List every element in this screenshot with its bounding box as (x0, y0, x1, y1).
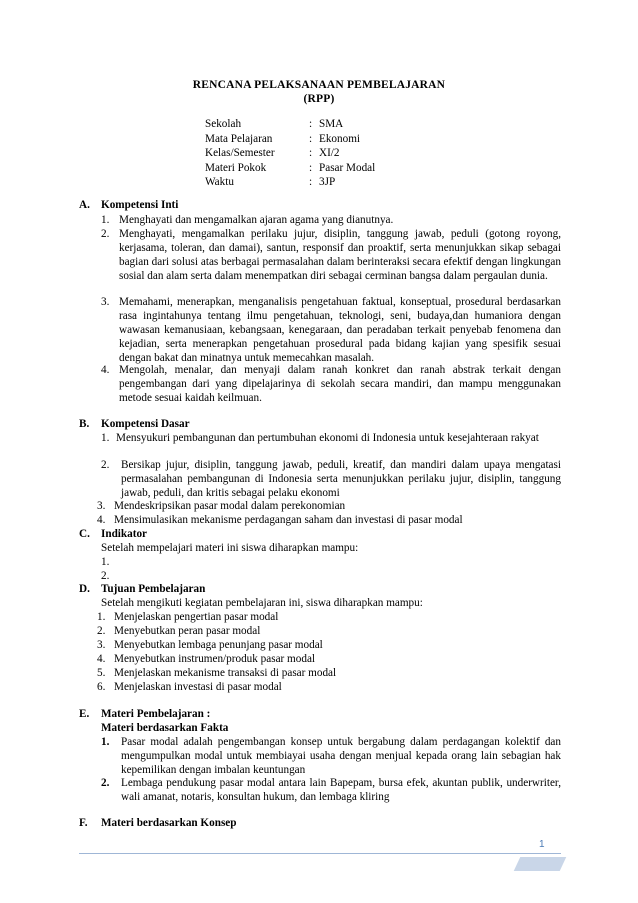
footer-divider (79, 853, 561, 854)
list-number: 2. (101, 228, 110, 240)
info-colon: : (309, 161, 313, 174)
list-item: Bersikap jujur, disiplin, tanggung jawab, peduli, kreatif, dan mandiri dalam upaya mengatasi permasalahan pembangunan di Indonesia serta menunjukkan perilaku jujur, disiplin, tanggung jawab, peduli, dan kritis sebagai pelaku ekonomi (121, 459, 561, 499)
list-number: 4. (97, 653, 106, 665)
list-item: Menjelaskan mekanisme transaksi di pasar modal (114, 667, 337, 679)
list-number: 4. (97, 514, 106, 526)
info-key: Sekolah (205, 118, 242, 130)
info-colon: : (309, 132, 313, 145)
info-row-sekolah (205, 117, 375, 132)
list-number: 1. (101, 736, 110, 748)
list-number: 2. (101, 777, 110, 789)
section-title: Tujuan Pembelajaran (101, 583, 206, 595)
document-title: RENCANA PELAKSANAAN PEMBELAJARAN (192, 79, 446, 91)
list-number: 2. (101, 459, 110, 471)
page-number: 1 (539, 839, 545, 850)
section-intro: Setelah mempelajari materi ini siswa diharapkan mampu: (101, 542, 359, 554)
document-subtitle: (RPP) (303, 93, 335, 105)
info-value: 3JP (319, 176, 336, 189)
list-number: 3. (101, 296, 110, 308)
info-colon: : (309, 118, 313, 130)
list-item: Memahami, menerapkan, menganalisis pengetahuan faktual, konseptual, prosedural berdasarkan rasa ingintahunya tentang ilmu pengetahuan, teknologi, seni, budaya,dan humaniora dengan wawasan kemanusiaan, kebangsaan, kenegaraan, dan peradaban terkait penyebab fenomena dan kejadian, serta menerapkan pengetahuan prosedural pada bidang kajian yang spesifik sesuai dengan bakat dan minatnya untuk memecahkan masalah. (119, 296, 561, 364)
info-key: Kelas/Semester (205, 147, 275, 160)
info-colon: : (309, 176, 313, 189)
section-letter: F. (79, 817, 88, 829)
info-value: SMA (319, 118, 344, 130)
list-item: Mensimulasikan mekanisme perdagangan saham dan investasi di pasar modal (114, 514, 463, 526)
list-number: 2. (101, 570, 110, 582)
section-subtitle: Materi berdasarkan Fakta (101, 722, 229, 734)
list-number: 1. (97, 611, 106, 623)
info-key: Mata Pelajaran (205, 132, 273, 145)
info-row-waktu (205, 175, 375, 190)
list-number: 3. (97, 639, 106, 651)
list-number: 1. (101, 214, 110, 226)
info-row-mapel (205, 132, 375, 147)
info-row-materi (205, 161, 375, 176)
info-value: Ekonomi (319, 132, 361, 145)
section-c-heading (79, 527, 147, 541)
info-colon: : (309, 147, 313, 160)
list-item: Menyebutkan instrumen/produk pasar modal (114, 653, 316, 665)
list-item: Mensyukuri pembangunan dan pertumbuhan ekonomi di Indonesia untuk kesejahteraan rakyat (116, 432, 539, 444)
list-item: Lembaga pendukung pasar modal antara lain Bapepam, bursa efek, akuntan publik, underwriter, wali amanat, notaris, konsultan hukum, dan lembaga kliring (121, 777, 561, 803)
list-number: 6. (97, 681, 106, 693)
info-key: Materi Pokok (205, 161, 267, 174)
list-number: 1. (101, 556, 110, 568)
list-item: Menyebutkan peran pasar modal (114, 625, 261, 637)
info-row-kelas (205, 146, 375, 161)
list-item: Menghayati dan mengamalkan ajaran agama yang dianutnya. (119, 214, 394, 226)
section-title: Materi Pembelajaran : (101, 708, 211, 720)
info-value: Pasar Modal (319, 161, 376, 174)
section-letter: D. (79, 583, 90, 595)
section-letter: E. (79, 708, 90, 720)
footer-decoration (514, 857, 567, 871)
section-letter: C. (79, 528, 90, 540)
identity-table (205, 117, 375, 190)
list-number: 4. (101, 364, 110, 376)
section-e-heading (79, 707, 210, 721)
list-number: 1. (101, 432, 110, 444)
list-number: 5. (97, 667, 106, 679)
info-key: Waktu (205, 176, 234, 189)
section-letter: B. (79, 418, 90, 430)
list-item: Pasar modal adalah pengembangan konsep untuk bergabung dalam perdagangan kolektif dan mengumpulkan modal untuk membiayai usaha dengan menjual kepada orang lain sebagian hak kepemilikan dengan imbalan keuntungan (121, 736, 561, 776)
section-a-heading (79, 198, 178, 212)
section-title: Kompetensi Dasar (101, 418, 190, 430)
section-intro: Setelah mengikuti kegiatan pembelajaran ini, siswa diharapkan mampu: (101, 597, 423, 609)
section-f-heading (79, 816, 237, 830)
list-item: Mengolah, menalar, dan menyaji dalam ranah konkret dan ranah abstrak terkait dengan pengembangan dari yang dipelajarinya di sekolah secara mandiri, dan mampu menggunakan metode sesuai kaidah keilmuan. (119, 364, 561, 404)
section-title: Kompetensi Inti (101, 199, 179, 211)
section-title: Materi berdasarkan Konsep (101, 817, 237, 829)
list-item: Menyebutkan lembaga penunjang pasar modal (114, 639, 323, 651)
info-value: XI/2 (319, 147, 340, 160)
section-title: Indikator (101, 528, 148, 540)
section-letter: A. (79, 199, 90, 211)
list-item: Menjelaskan pengertian pasar modal (114, 611, 279, 623)
section-d-heading (79, 582, 205, 596)
section-b-heading (79, 417, 190, 431)
list-number: 2. (97, 625, 106, 637)
list-item: Mendeskripsikan pasar modal dalam perekonomian (114, 500, 346, 512)
list-item: Menghayati, mengamalkan perilaku jujur, disiplin, tanggung jawab, peduli (gotong royong, kerjasama, toleran, dan damai), santun, responsif dan proaktif, serta menunjukkan sikap sebagai bagian dari solusi atas berbagai permasalahan dalam berinteraksi secara efektif dengan lingkungan sosial dan alam serta dalam menempatkan diri sebagai cerminan bangsa dalam pergaulan dunia. (119, 228, 561, 282)
list-number: 3. (97, 500, 106, 512)
list-item: Menjelaskan investasi di pasar modal (114, 681, 282, 693)
